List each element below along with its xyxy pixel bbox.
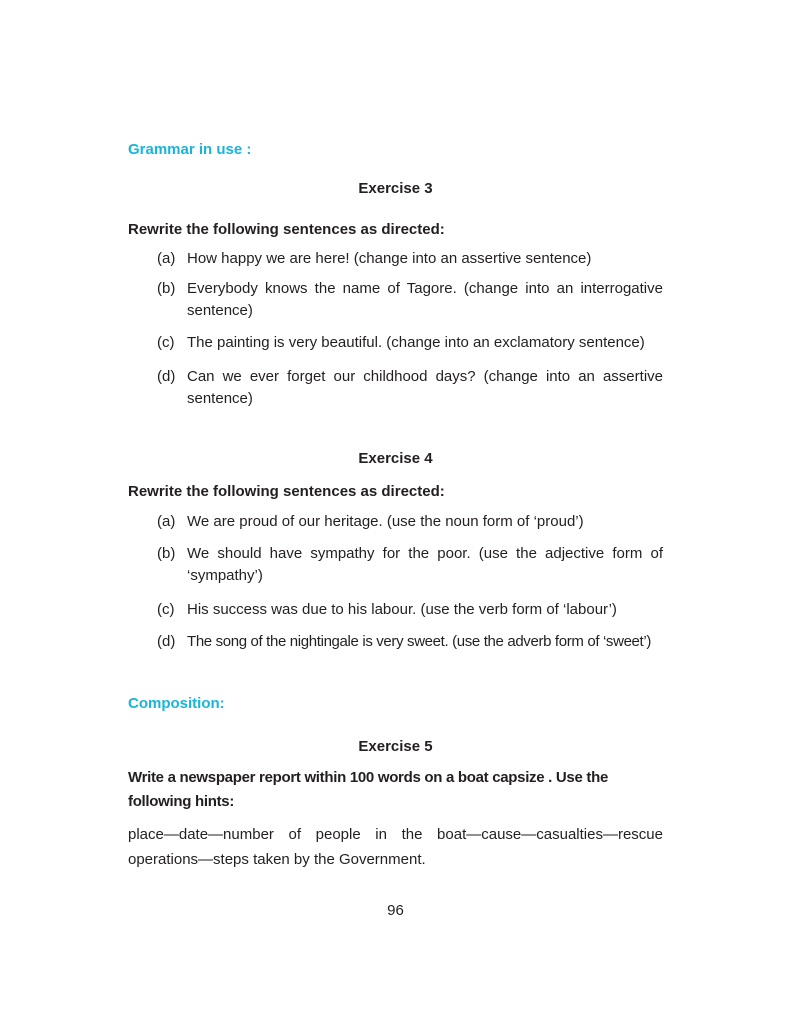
exercise-4-title: Exercise 4 (358, 450, 433, 467)
item-text: We are proud of our heritage. (use the noun form of ‘proud’) (187, 513, 584, 530)
exercise-3-item-c (157, 332, 663, 354)
exercise-5-hints: place—date—number of people in the boat—cause—casualties—rescue operations—steps taken by the Government. (128, 826, 663, 868)
exercise-3-item-b (157, 278, 663, 322)
exercise-3-item-d (157, 366, 663, 410)
item-marker: (c) (157, 334, 175, 351)
item-text: How happy we are here! (change into an assertive sentence) (187, 250, 592, 267)
exercise-4-item-b (157, 543, 663, 587)
item-text: The painting is very beautiful. (change into an exclamatory sentence) (187, 334, 645, 351)
exercise-4-item-a (157, 511, 663, 533)
item-marker: (a) (157, 250, 176, 267)
item-text: Can we ever forget our childhood days? (change into an assertive sentence) (187, 368, 663, 407)
grammar-section-heading: Grammar in use : (128, 141, 252, 158)
item-marker: (d) (157, 368, 176, 385)
item-marker: (d) (157, 633, 176, 650)
item-text: His success was due to his labour. (use the verb form of ‘labour’) (187, 601, 617, 618)
exercise-3-item-a (157, 248, 663, 270)
exercise-3-title: Exercise 3 (358, 180, 433, 197)
exercise-4-item-d (157, 631, 663, 653)
item-marker: (b) (157, 545, 176, 562)
exercise-4-instruction: Rewrite the following sentences as directed: (128, 483, 445, 500)
composition-section-heading: Composition: (128, 695, 225, 712)
page-number: 96 (387, 902, 404, 919)
exercise-4-item-c (157, 599, 663, 621)
item-marker: (a) (157, 513, 176, 530)
exercise-3-instruction: Rewrite the following sentences as directed: (128, 221, 445, 238)
exercise-5-title: Exercise 5 (358, 738, 433, 755)
item-marker: (b) (157, 280, 176, 297)
item-text: The song of the nightingale is very sweet. (use the adverb form of ‘sweet’) (187, 633, 651, 650)
item-text: Everybody knows the name of Tagore. (change into an interrogative sentence) (187, 280, 663, 319)
item-marker: (c) (157, 601, 175, 618)
item-text: We should have sympathy for the poor. (use the adjective form of ‘sympathy’) (187, 545, 663, 584)
exercise-5-instruction: Write a newspaper report within 100 words on a boat capsize . Use the following hints: (128, 769, 608, 810)
